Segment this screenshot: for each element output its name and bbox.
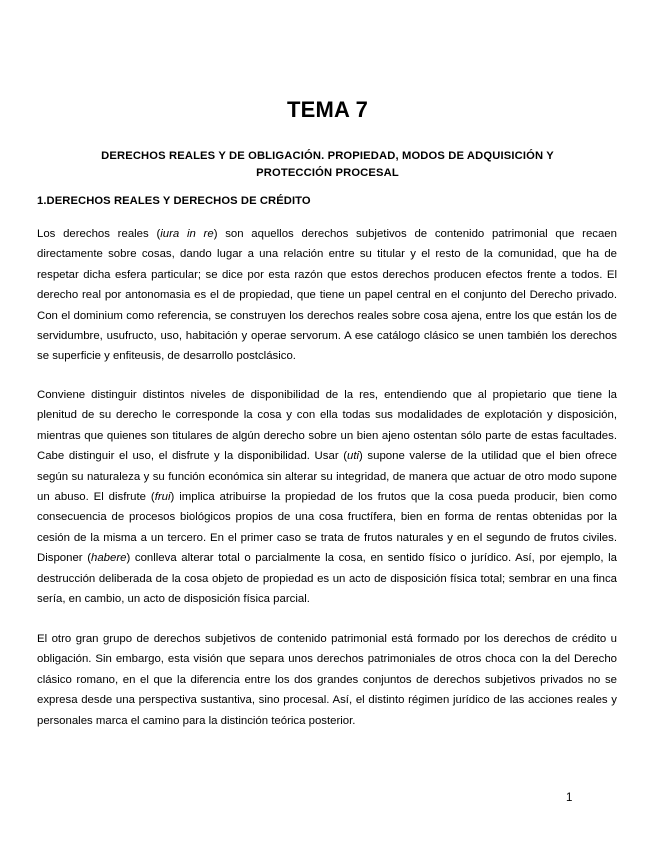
section-heading: 1.DERECHOS REALES Y DERECHOS DE CRÉDITO: [37, 195, 311, 207]
subtitle-line-2: PROTECCIÓN PROCESAL: [256, 167, 399, 179]
paragraph-2: [37, 385, 617, 609]
paragraph-2-text-b: ) supone valerse de la utilidad que el bien ofrece según su naturaleza y su función económica sin alterar su integridad, de manera que actuar de otro modo supone un abuso. El disfrute (: [37, 450, 617, 504]
paragraph-2-term-frui: frui: [154, 491, 171, 504]
paragraph-2-text-c: ) implica atribuirse la propiedad de los frutos que la cosa pueda producir, bien como consecuencia de procesos biológicos propios de una cosa fructífera, bien en forma de rentas obtenidas por la cesión de la misma a un tercero. En el primer caso se trata de frutos naturales y en el segundo de frutos civiles. Disponer (: [37, 491, 617, 565]
paragraph-3: El otro gran grupo de derechos subjetivos de contenido patrimonial está formado por los derechos de crédito u obligación. Sin embargo, esta visión que separa unos derechos patrimoniales de otros choca con la del Derecho clásico romano, en el que la diferencia entre los dos grandes conjuntos de derechos subjetivos privados no se expresa desde una perspectiva sustantiva, sino procesal. Así, el distinto régimen jurídico de las acciones reales y personales marca el camino para la distinción teórica posterior.: [37, 633, 617, 727]
page-number: 1: [566, 792, 573, 804]
paragraph-2-text-a: Conviene distinguir distintos niveles de disponibilidad de la res, entendiendo que al propietario que tiene la plenitud de su derecho le corresponde la cosa y con ella todas sus modalidades de explotación y disposición, mientras que quienes son titulares de algún derecho sobre un bien ajeno ostentan sólo parte de estas facultades. Cabe distinguir el uso, el disfrute y la disponibilidad. Usar (: [37, 389, 617, 463]
paragraph-2-term-uti: uti: [347, 450, 360, 463]
paragraph-1-text-b: ) son aquellos derechos subjetivos de contenido patrimonial que recaen directamente sobre cosas, dando lugar a una relación entre su titular y el resto de la comunidad, que ha de respetar dicha esfera particular; se dice por esta razón que estos derechos producen efectos frente a todos. El derecho real por antonomasia es el de propiedad, que tiene un papel central en el conjunto del Derecho privado. Con el dominium como referencia, se construyen los derechos reales sobre cosa ajena, entre los que están los de servidumbre, usufructo, uso, habitación y operae servorum. A ese catálogo clásico se unen también los derechos se superficie y enfiteusis, de desarrollo postclásico.: [37, 228, 617, 363]
paragraph-1: [37, 224, 617, 367]
paragraph-1-term: iura in re: [160, 228, 214, 240]
page-title: TEMA 7: [286, 97, 369, 122]
paragraph-1-text-a: Los derechos reales (: [37, 228, 161, 240]
document-subtitle: [70, 148, 585, 182]
paragraph-2-text-d: ) conlleva alterar total o parcialmente la cosa, en sentido físico o jurídico. Así, por ejemplo, la destrucción deliberada de la cosa objeto de propiedad es un acto de disposición física total; sembrar en una finca sería, en cambio, un acto de disposición física parcial.: [37, 552, 617, 606]
paragraph-2-term-habere: habere: [91, 552, 127, 565]
subtitle-line-1: DERECHOS REALES Y DE OBLIGACIÓN. PROPIEDAD, MODOS DE ADQUISICIÓN Y: [101, 150, 554, 162]
